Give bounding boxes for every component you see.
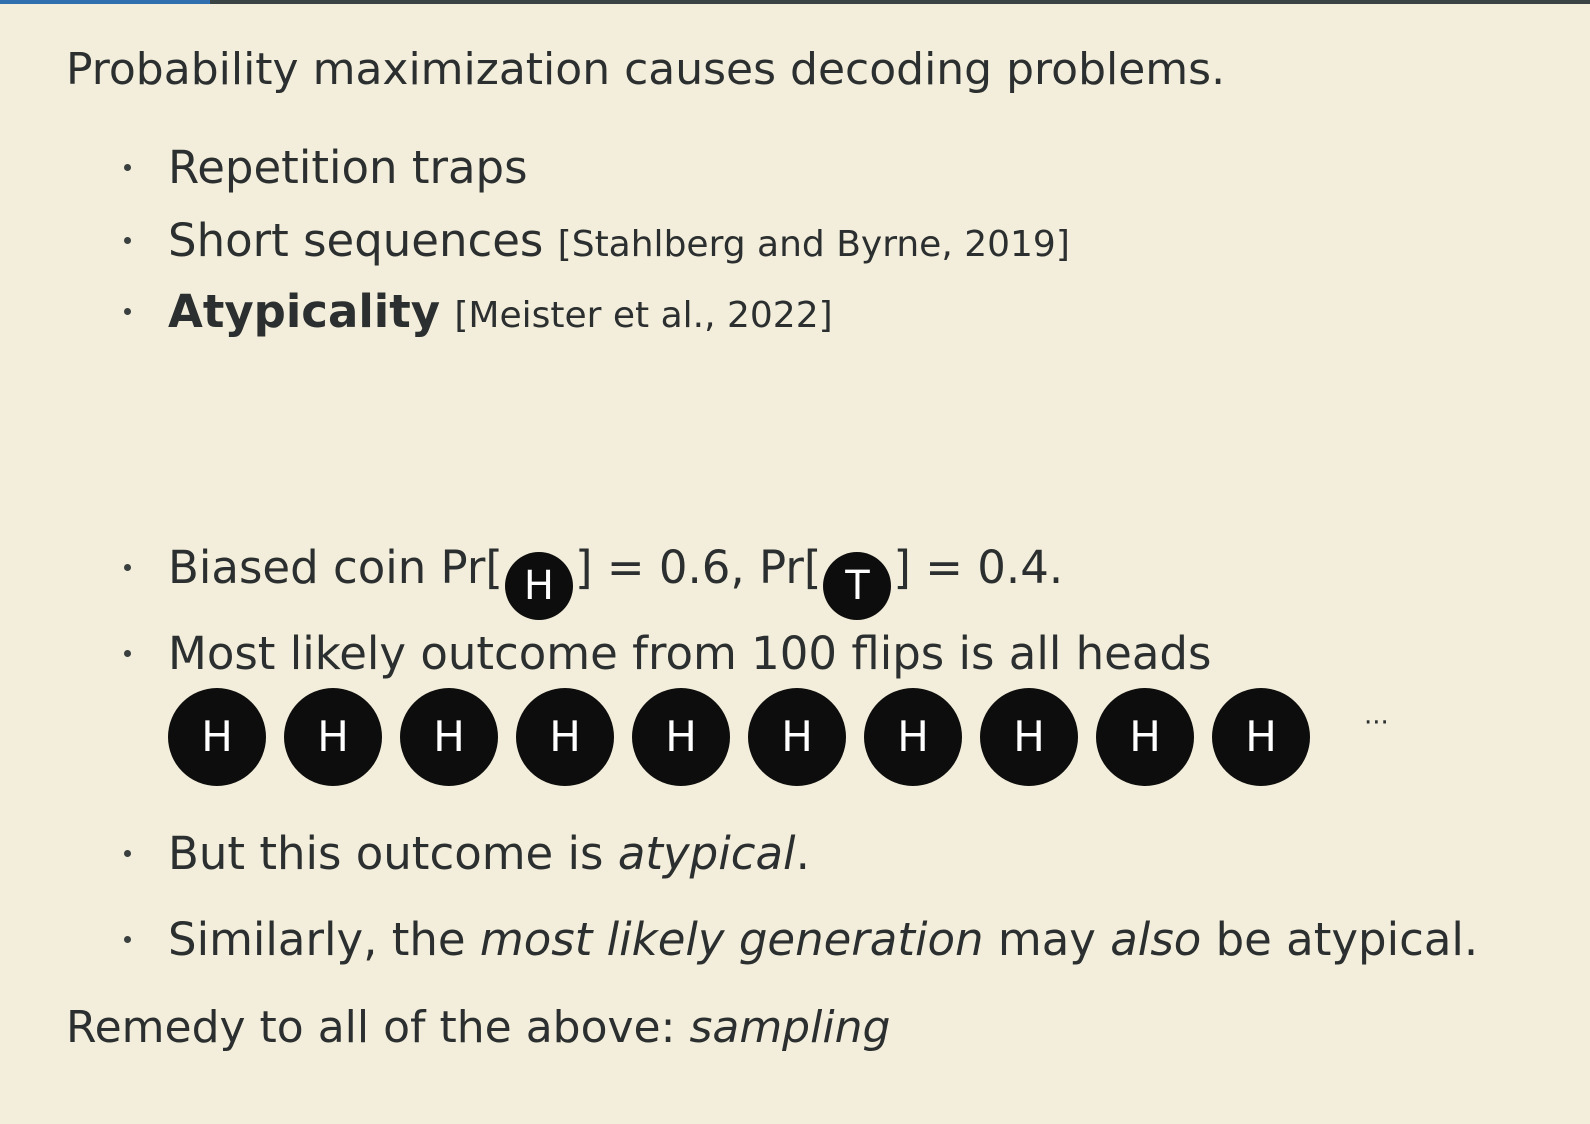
list-item-most-likely: [168, 626, 1211, 682]
ellipsis: ···: [1364, 708, 1389, 738]
bullet-dot: [124, 237, 131, 244]
slide-heading: Probability maximization causes decoding problems.: [66, 44, 1226, 95]
coin-text-prefix: Biased coin Pr[: [168, 541, 503, 594]
list-item-biased-coin: [168, 540, 1063, 620]
similarly-part2: may: [983, 913, 1111, 966]
citation: [Stahlberg and Byrne, 2019]: [557, 224, 1070, 265]
list-item-atypicality: [168, 284, 833, 344]
citation: [Meister et al., 2022]: [454, 295, 833, 336]
similarly-emph1: most likely generation: [479, 913, 984, 966]
problem-label: Short sequences: [168, 214, 544, 267]
coin-icon: H: [168, 688, 266, 786]
bullet-dot: [124, 308, 131, 315]
heads-coin-icon: H: [505, 552, 573, 620]
coin-icon: H: [1212, 688, 1310, 786]
atypical-emph: atypical: [617, 827, 796, 880]
similarly-emph2: also: [1110, 913, 1202, 966]
coin-icon: H: [1096, 688, 1194, 786]
bullet-dot: [124, 850, 131, 857]
coin-icon: H: [632, 688, 730, 786]
atypical-suffix: .: [795, 827, 810, 880]
most-likely-text: Most likely outcome from 100 flips is all heads: [168, 627, 1212, 680]
atypical-prefix: But this outcome is: [168, 827, 618, 880]
list-item-repetition-traps: [168, 140, 528, 196]
bullet-dot: [124, 564, 131, 571]
similarly-part3: be atypical.: [1201, 913, 1479, 966]
coin-icon: H: [980, 688, 1078, 786]
coin-icon: H: [284, 688, 382, 786]
list-item-short-sequences: [168, 213, 1070, 273]
similarly-part1: Similarly, the: [168, 913, 480, 966]
remedy-emph: sampling: [689, 1002, 891, 1053]
coin-text-end: ] = 0.4.: [893, 541, 1064, 594]
coin-icon: H: [400, 688, 498, 786]
remedy-prefix: Remedy to all of the above:: [66, 1002, 690, 1053]
coin-text-mid: ] = 0.6, Pr[: [574, 541, 822, 594]
bullet-dot: [124, 936, 131, 943]
problem-label: Repetition traps: [168, 141, 528, 194]
coin-icon: H: [748, 688, 846, 786]
list-item-similarly: [168, 912, 1478, 968]
list-item-atypical: [168, 826, 810, 882]
coin-icon: H: [516, 688, 614, 786]
coin-sequence: [168, 688, 1418, 786]
bullet-dot: [124, 164, 131, 171]
remedy-line: [66, 1000, 890, 1056]
bullet-dot: [124, 650, 131, 657]
tails-coin-icon: T: [823, 552, 891, 620]
problem-label: Atypicality: [168, 285, 441, 338]
coin-icon: H: [864, 688, 962, 786]
